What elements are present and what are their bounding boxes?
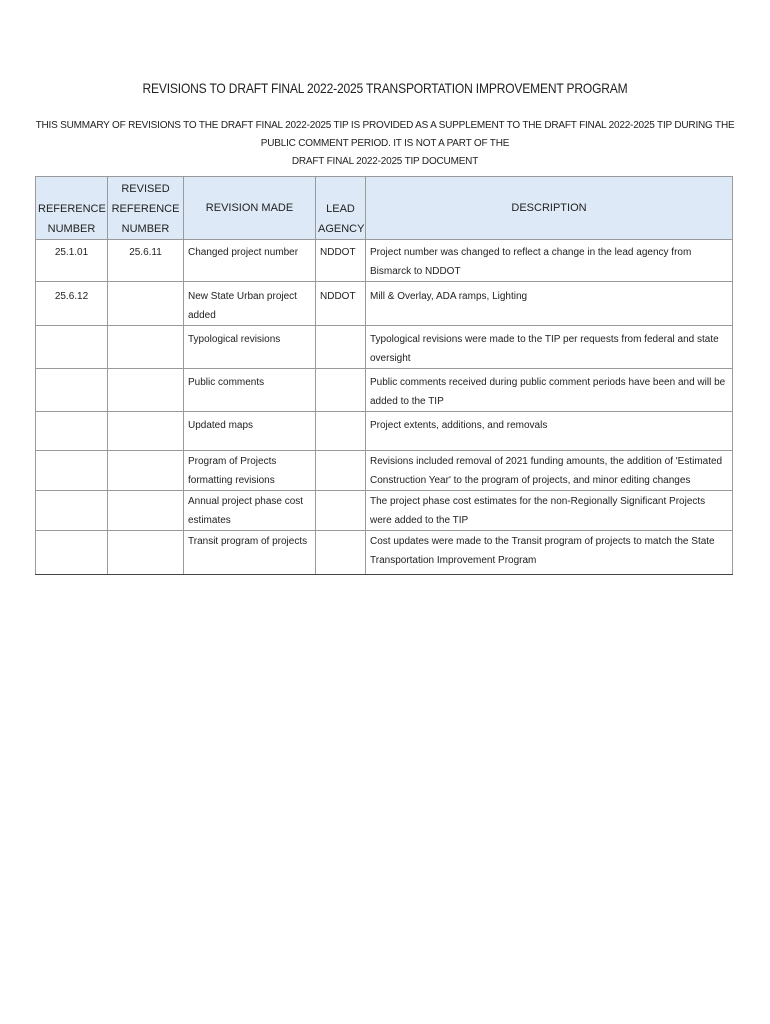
cell-lead-agency: [316, 451, 366, 491]
cell-revised-reference: [108, 282, 184, 326]
header-revised-reference-number: [108, 177, 184, 240]
header-description: DESCRIPTION: [366, 177, 733, 240]
header-revised-line3: NUMBER: [121, 223, 170, 235]
cell-revision-made: Changed project number: [184, 240, 316, 282]
table-row: [36, 412, 733, 451]
header-lead-agency: [316, 177, 366, 240]
header-lead-line1: LEAD: [326, 203, 355, 215]
cell-description: Mill & Overlay, ADA ramps, Lighting: [366, 282, 733, 326]
cell-reference: [36, 369, 108, 412]
cell-revision-made: New State Urban project added: [184, 282, 316, 326]
cell-lead-agency: [316, 369, 366, 412]
subtitle-line-1: THIS SUMMARY OF REVISIONS TO THE DRAFT FINAL 2022-2025 TIP IS PROVIDED AS A SUPPLEMENT TO THE DRAFT FINAL 2022-2025 TIP DURING THE PUBLIC COMMENT PERIOD. IT IS NOT A PART OF THE: [35, 120, 735, 149]
table-row: [36, 326, 733, 369]
cell-revision-made: Annual project phase cost estimates: [184, 491, 316, 531]
cell-revision-made: Transit program of projects: [184, 531, 316, 575]
cell-reference: [36, 326, 108, 369]
page-title: REVISIONS TO DRAFT FINAL 2022-2025 TRANSPORTATION IMPROVEMENT PROGRAM: [142, 80, 628, 96]
cell-description: Cost updates were made to the Transit program of projects to match the State Transportation Improvement Program: [366, 531, 733, 575]
cell-description: Public comments received during public comment periods have been and will be added to the TIP: [366, 369, 733, 412]
cell-revision-made: Typological revisions: [184, 326, 316, 369]
cell-revision-made: Public comments: [184, 369, 316, 412]
cell-revised-reference: [108, 326, 184, 369]
table-row: [36, 531, 733, 575]
cell-reference: [36, 451, 108, 491]
header-revised-line1: REVISED: [121, 183, 170, 195]
table-row: [36, 240, 733, 282]
revisions-table: [35, 176, 733, 575]
cell-reference: 25.6.12: [36, 282, 108, 326]
header-reference-line2: NUMBER: [47, 223, 96, 235]
cell-revision-made: Updated maps: [184, 412, 316, 451]
cell-description: Revisions included removal of 2021 funding amounts, the addition of 'Estimated Construction Year' to the program of projects, and minor editing changes: [366, 451, 733, 491]
cell-lead-agency: [316, 531, 366, 575]
cell-revised-reference: [108, 491, 184, 531]
cell-description: Typological revisions were made to the TIP per requests from federal and state oversight: [366, 326, 733, 369]
cell-reference: [36, 412, 108, 451]
cell-revised-reference: [108, 412, 184, 451]
cell-description: The project phase cost estimates for the non-Regionally Significant Projects were added to the TIP: [366, 491, 733, 531]
cell-revised-reference: [108, 451, 184, 491]
header-lead-line2: AGENCY: [318, 223, 365, 235]
cell-reference: [36, 491, 108, 531]
subtitle-line-2: DRAFT FINAL 2022-2025 TIP DOCUMENT: [291, 156, 479, 167]
header-reference-line1: REFERENCE: [38, 203, 106, 215]
table-row: [36, 282, 733, 326]
cell-lead-agency: [316, 491, 366, 531]
cell-lead-agency: [316, 326, 366, 369]
cell-reference: [36, 531, 108, 575]
cell-lead-agency: NDDOT: [316, 282, 366, 326]
header-reference-number: [36, 177, 108, 240]
header-revised-line2: REFERENCE: [111, 203, 180, 215]
table-row: [36, 451, 733, 491]
cell-revised-reference: [108, 531, 184, 575]
cell-lead-agency: [316, 412, 366, 451]
table-row: [36, 491, 733, 531]
table-header-row: [36, 177, 733, 240]
cell-reference: 25.1.01: [36, 240, 108, 282]
cell-revision-made: Program of Projects formatting revisions: [184, 451, 316, 491]
cell-revised-reference: 25.6.11: [108, 240, 184, 282]
cell-description: Project extents, additions, and removals: [366, 412, 733, 451]
cell-lead-agency: NDDOT: [316, 240, 366, 282]
page-subtitle: [20, 117, 750, 171]
cell-description: Project number was changed to reflect a change in the lead agency from Bismarck to NDDOT: [366, 240, 733, 282]
cell-revised-reference: [108, 369, 184, 412]
table-row: [36, 369, 733, 412]
header-revision-made: REVISION MADE: [184, 177, 316, 240]
